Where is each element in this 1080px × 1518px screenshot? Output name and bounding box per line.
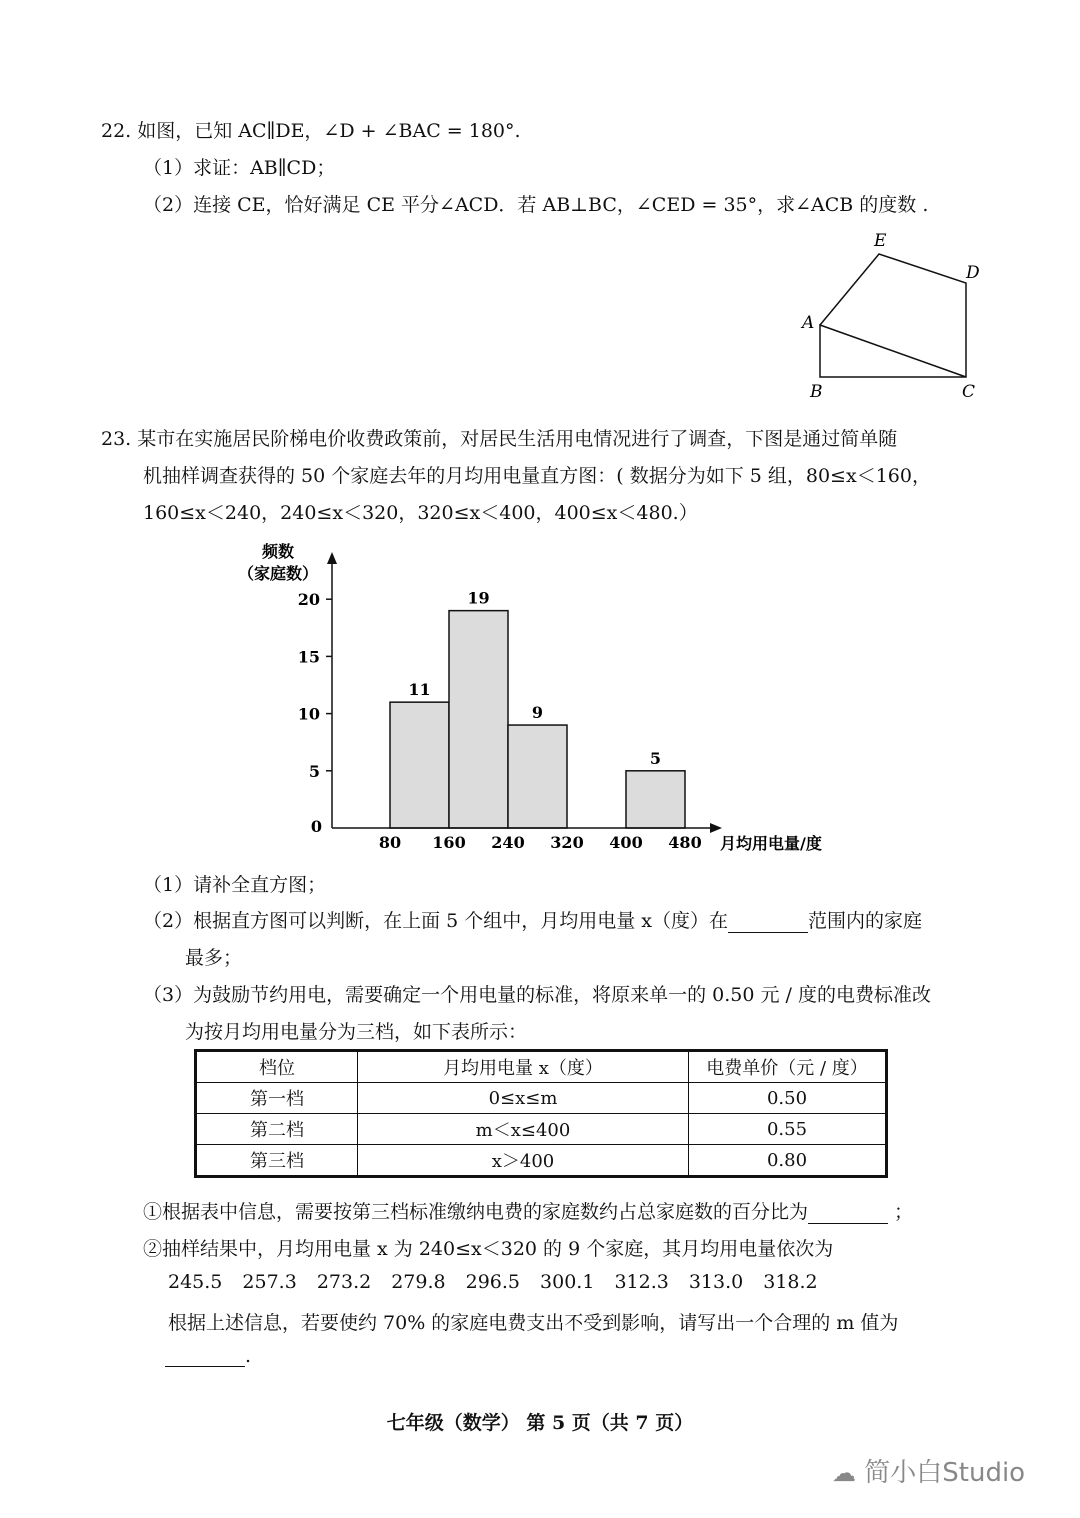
q22-stem: 22. 如图，已知 AC∥DE，∠D + ∠BAC = 180°.	[101, 120, 521, 142]
table-cell: m＜x≤400	[358, 1114, 689, 1145]
q23-part3-b: 为按月均用电量分为三档，如下表所示：	[185, 1021, 528, 1043]
y-axis-label-2: （家庭数）	[237, 564, 319, 583]
q23-part3-a: （3）为鼓励节约用电，需要确定一个用电量的标准，将原来单一的 0.50 元 / 度的电费标准改	[143, 984, 931, 1006]
histogram-bar	[626, 771, 685, 828]
y-tick-label: 5	[308, 761, 320, 781]
table-cell: 0≤x≤m	[358, 1083, 689, 1114]
x-tick-label: 240	[491, 833, 525, 852]
histogram-bar	[449, 611, 508, 828]
q23-sub3-end: .	[245, 1345, 252, 1367]
table-row	[196, 1114, 887, 1145]
q23-values	[168, 1271, 838, 1293]
q23-sub3: 根据上述信息，若要使约 70% 的家庭电费支出不受到影响，请写出一个合理的 m 值为	[168, 1312, 899, 1334]
header-cell: 档位	[196, 1051, 358, 1083]
geometry-figure	[790, 225, 990, 405]
answer-blank-m[interactable]	[165, 1348, 245, 1367]
consumption-value: 312.3	[614, 1271, 669, 1293]
q23-sub1-end: ；	[894, 1201, 914, 1223]
consumption-value: 273.2	[316, 1271, 372, 1293]
q23-stem-line1: 23. 某市在实施居民阶梯电价收费政策前，对居民生活用电情况进行了调查，下图是通过简单随	[101, 428, 898, 450]
answer-blank-range[interactable]	[728, 914, 808, 933]
label-D: D	[966, 263, 980, 283]
x-tick-label: 320	[550, 833, 584, 852]
q23-sub2: ②抽样结果中，月均用电量 x 为 240≤x＜320 的 9 个家庭，其月均用电量依次为	[143, 1238, 834, 1260]
histogram-bar	[390, 702, 449, 828]
table-cell: 第二档	[196, 1114, 358, 1145]
q23-part2	[143, 906, 922, 933]
table-row	[196, 1145, 887, 1177]
header-cell: 电费单价（元 / 度）	[689, 1051, 887, 1083]
q23-part2-text-a: （2）根据直方图可以判断，在上面 5 个组中，月均用电量 x（度）在	[143, 910, 729, 932]
table-cell: 0.80	[689, 1145, 887, 1177]
label-B: B	[810, 382, 823, 402]
q23-sub1	[143, 1197, 913, 1224]
histogram-chart	[230, 538, 850, 860]
consumption-value: 300.1	[540, 1271, 595, 1293]
label-A: A	[802, 313, 815, 333]
consumption-value: 296.5	[465, 1271, 521, 1293]
table-cell: x＞400	[358, 1145, 689, 1177]
watermark-text: 简小白Studio	[864, 1458, 1026, 1488]
x-tick-label: 480	[668, 833, 702, 852]
q22-part2: （2）连接 CE，恰好满足 CE 平分∠ACD．若 AB⊥BC，∠CED = 35°，求∠ACB 的度数 .	[143, 194, 929, 216]
table-row	[196, 1083, 887, 1114]
table-cell: 第三档	[196, 1145, 358, 1177]
bar-value-label: 19	[467, 588, 490, 608]
q23-sub3-answer	[165, 1345, 251, 1367]
q23-part2-end: 最多；	[185, 947, 243, 969]
y-tick-label: 0	[310, 817, 322, 836]
header-cell: 月均用电量 x（度）	[358, 1051, 689, 1083]
consumption-value: 313.0	[688, 1271, 744, 1293]
x-tick-label: 80	[378, 833, 402, 852]
label-E: E	[874, 231, 887, 251]
q23-stem-line2: 机抽样调查获得的 50 个家庭去年的月均用电量直方图：( 数据分为如下 5 组，80≤x＜160，	[143, 465, 931, 487]
q23-part1: （1）请补全直方图；	[143, 874, 327, 896]
table-header-row	[196, 1051, 887, 1083]
table-cell: 0.50	[689, 1083, 887, 1114]
y-tick-label: 10	[297, 704, 320, 724]
y-axis-label-1: 频数	[261, 542, 295, 561]
consumption-value: 279.8	[391, 1271, 446, 1293]
consumption-value: 318.2	[763, 1271, 818, 1293]
y-tick-label: 15	[297, 647, 320, 667]
q23-sub1-text: ①根据表中信息，需要按第三档标准缴纳电费的家庭数约占总家庭数的百分比为	[143, 1201, 809, 1223]
watermark	[832, 1452, 1025, 1489]
q22-part1: （1）求证：AB∥CD；	[143, 157, 336, 179]
bar-value-label: 5	[649, 748, 662, 768]
q23-stem-line3: 160≤x＜240，240≤x＜320，320≤x＜400，400≤x＜480.）	[143, 502, 698, 524]
q23-part2-text-b: 范围内的家庭	[808, 910, 923, 932]
histogram-bar	[508, 725, 567, 828]
label-C: C	[962, 382, 976, 402]
table-cell: 第一档	[196, 1083, 358, 1114]
bar-value-label: 11	[408, 680, 431, 700]
bar-value-label: 9	[531, 703, 544, 723]
figure-lines	[820, 254, 966, 377]
page-footer: 七年级（数学） 第 5 页（共 7 页）	[386, 1412, 694, 1434]
x-axis-label: 月均用电量/度	[720, 834, 822, 853]
y-tick-label: 20	[297, 590, 320, 610]
table-cell: 0.55	[689, 1114, 887, 1145]
tier-table	[194, 1049, 888, 1178]
y-axis-arrow	[327, 552, 337, 564]
consumption-value: 257.3	[242, 1271, 297, 1293]
consumption-value: 245.5	[168, 1271, 223, 1293]
x-axis-arrow	[710, 823, 722, 833]
x-tick-label: 400	[609, 833, 643, 852]
x-tick-label: 160	[432, 833, 466, 852]
answer-blank-percent[interactable]	[808, 1205, 888, 1224]
wechat-icon: ☁	[832, 1459, 856, 1487]
